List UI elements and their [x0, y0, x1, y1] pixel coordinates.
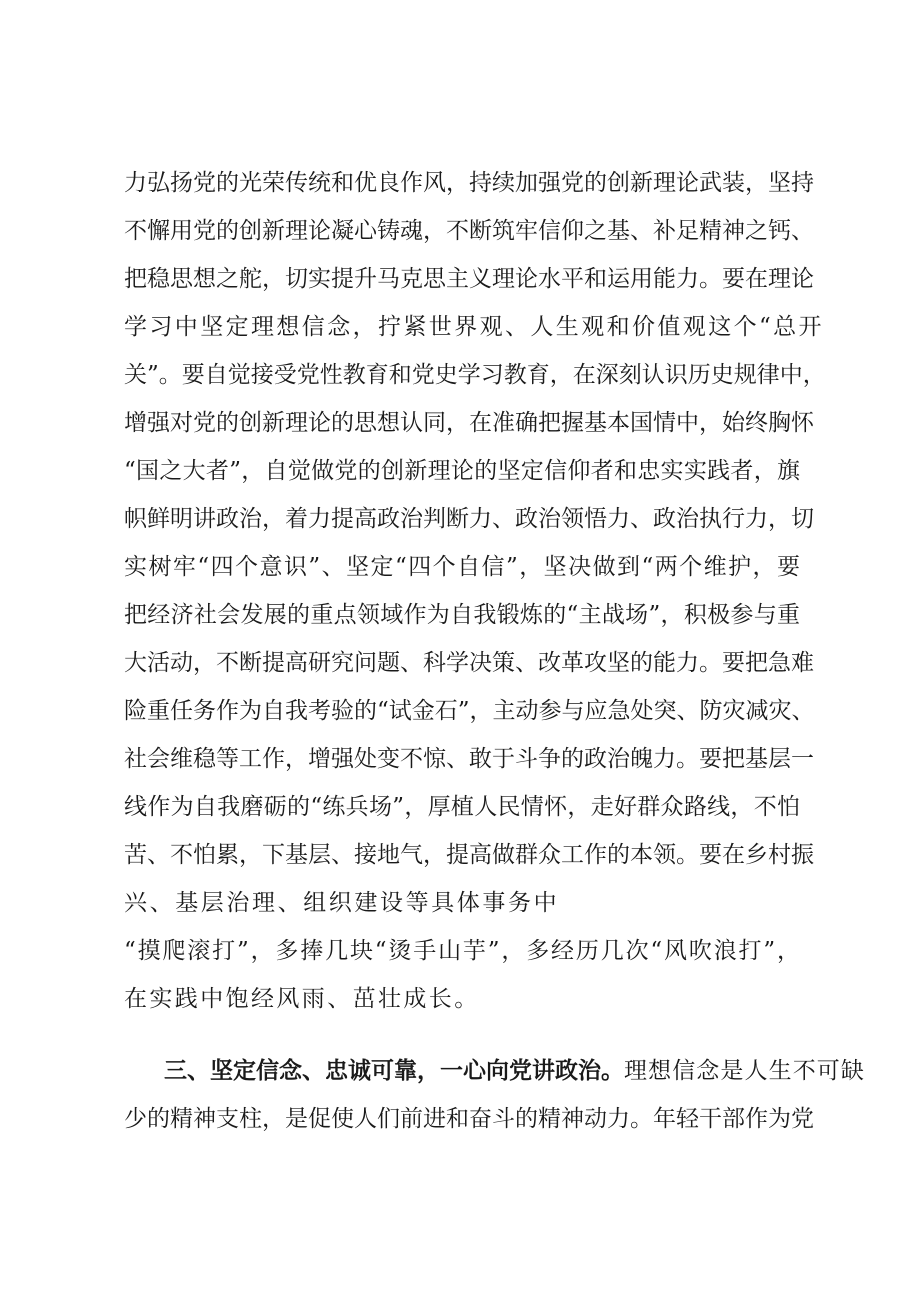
text-line: 帜鲜明讲政治，着力提高政治判断力、政治领悟力、政治执行力，切	[124, 506, 814, 532]
text-line: 兴、基层治理、组织建设等具体事务中	[124, 890, 560, 916]
text-line: 把经济社会发展的重点领域作为自我锻炼的“主战场”，积极参与重	[124, 602, 800, 628]
text-line: 不懈用党的创新理论凝心铸魂，不断筑牢信仰之基、补足精神之钙、	[124, 218, 814, 244]
text-line: “国之大者”，自觉做党的创新理论的坚定信仰者和忠实实践者，旗	[124, 458, 800, 484]
text-line: 险重任务作为自我考验的“试金石”，主动参与应急处突、防灾减灾、	[124, 698, 815, 724]
section-heading: 三、坚定信念、忠诚可靠，一心向党讲政治。	[164, 1058, 624, 1084]
text-line: 在实践中饱经风雨、茁壮成长。	[124, 986, 480, 1012]
text-line: 增强对党的创新理论的思想认同，在准确把握基本国情中，始终胸怀	[124, 410, 814, 436]
text-line: 学习中坚定理想信念，拧紧世界观、人生观和价值观这个“总开	[124, 314, 824, 340]
text-line: 线作为自我磨砺的“练兵场”，厚植人民情怀，走好群众路线，不怕	[124, 794, 800, 820]
text-line: 实树牢“四个意识”、坚定“四个自信”，坚决做到“两个维护，要	[124, 554, 800, 580]
text-line: 把稳思想之舵，切实提升马克思主义理论水平和运用能力。要在理论	[124, 266, 814, 292]
text-span: 理想信念是人生不可缺	[624, 1058, 865, 1084]
text-line: 苦、不怕累，下基层、接地气，提高做群众工作的本领。要在乡村振	[124, 842, 814, 868]
text-line: 力弘扬党的光荣传统和优良作风，持续加强党的创新理论武装，坚持	[124, 170, 814, 196]
text-line: 社会维稳等工作，增强处变不惊、敢于斗争的政治魄力。要把基层一	[124, 746, 814, 772]
text-line: “摸爬滚打”，多捧几块“烫手山芋”，多经历几次“风吹浪打”，	[124, 938, 800, 964]
text-line: 关”。要自觉接受党性教育和党史学习教育，在深刻认识历史规律中，	[124, 362, 826, 388]
text-line: 少的精神支柱，是促使人们前进和奋斗的精神动力。年轻干部作为党	[124, 1106, 814, 1132]
paragraph-heading-line	[164, 1056, 865, 1086]
text-line: 大活动，不断提高研究问题、科学决策、改革攻坚的能力。要把急难	[124, 650, 814, 676]
